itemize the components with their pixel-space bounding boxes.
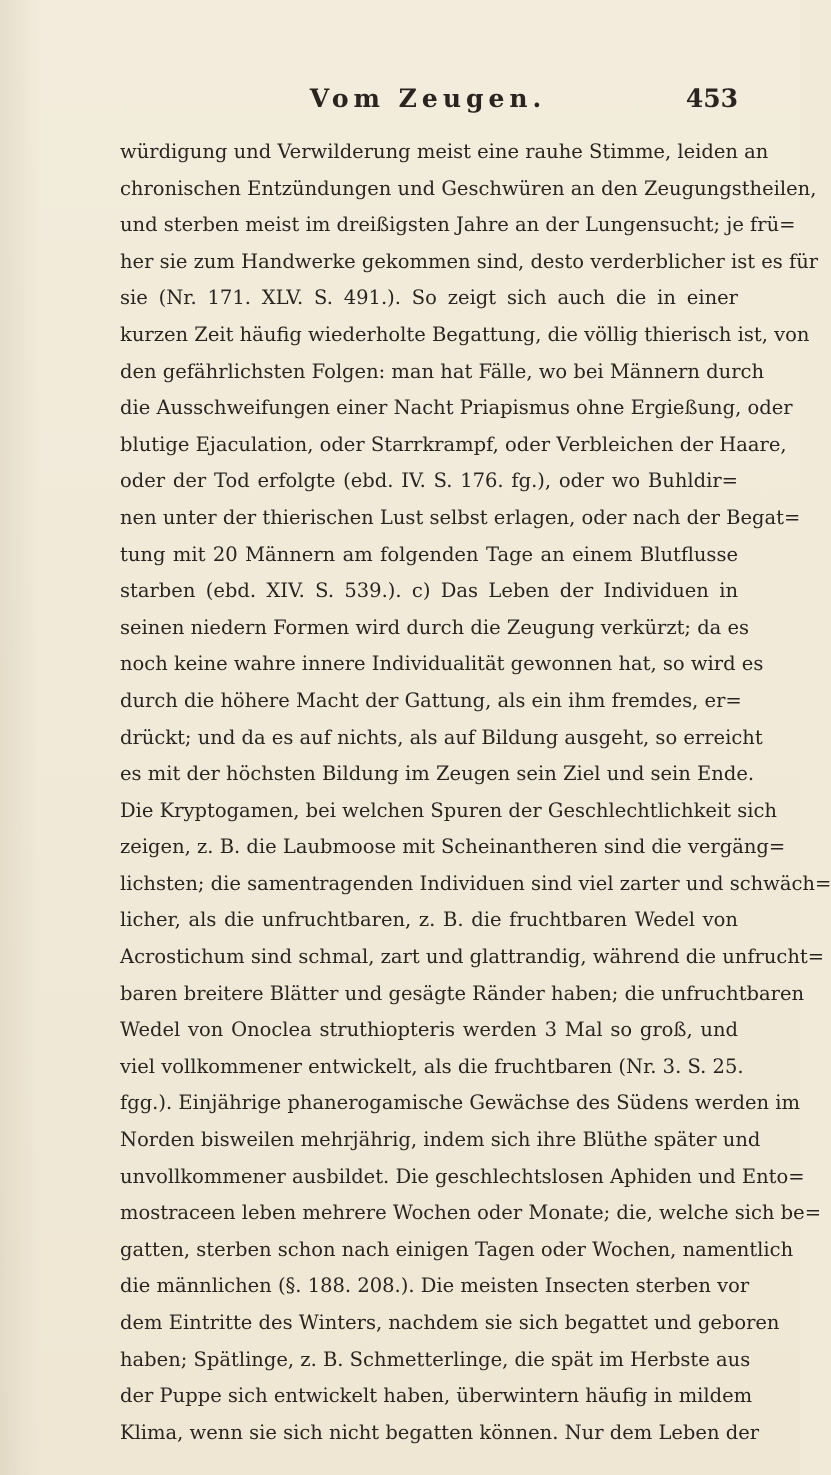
text-line: und sterben meist im dreißigsten Jahre an der Lungensucht; je frü= xyxy=(120,213,796,237)
text-line: her sie zum Handwerke gekommen sind, desto verderblicher ist es für xyxy=(120,249,819,273)
text-line: Die Kryptogamen, bei welchen Spuren der Geschlechtlichkeit sich xyxy=(120,798,777,822)
text-line: licher, als die unfruchtbaren, z. B. die fruchtbaren Wedel von xyxy=(120,908,738,932)
text-line: noch keine wahre innere Individualität gewonnen hat, so wird es xyxy=(120,652,764,676)
text-line: kurzen Zeit häufig wiederholte Begattung, die völlig thierisch ist, von xyxy=(120,322,810,346)
text-line: tung mit 20 Männern am folgenden Tage an einem Blutflusse xyxy=(120,542,738,566)
text-line: durch die höhere Macht der Gattung, als ein ihm fremdes, er= xyxy=(120,688,742,712)
text-line: Klima, wenn sie sich nicht begatten können. Nur dem Leben der xyxy=(120,1420,760,1444)
text-line: seinen niedern Formen wird durch die Zeugung verkürzt; da es xyxy=(120,615,750,639)
text-line: haben; Spätlinge, z. B. Schmetterlinge, die spät im Herbste aus xyxy=(120,1347,751,1371)
text-line: würdigung und Verwilderung meist eine rauhe Stimme, leiden an xyxy=(120,140,769,163)
text-line: mostraceen leben mehrere Wochen oder Monate; die, welche sich be= xyxy=(120,1201,822,1225)
text-line: dem Eintritte des Winters, nachdem sie sich begattet und geboren xyxy=(120,1311,780,1334)
text-line: der Puppe sich entwickelt haben, überwintern häufig in mildem xyxy=(120,1384,753,1408)
text-line: zeigen, z. B. die Laubmoose mit Scheinantheren sind die vergäng= xyxy=(120,835,786,859)
text-line: Norden bisweilen mehrjährig, indem sich ihre Blüthe später und xyxy=(120,1128,761,1152)
text-line: chronischen Entzündungen und Geschwüren an den Zeugungstheilen, xyxy=(120,176,817,200)
text-line: nen unter der thierischen Lust selbst erlagen, oder nach der Begat= xyxy=(120,505,801,529)
body-text xyxy=(120,134,831,1451)
text-line: es mit der höchsten Bildung im Zeugen sein Ziel und sein Ende. xyxy=(120,762,755,786)
text-line: oder der Tod erfolgte (ebd. IV. S. 176. fg.), oder wo Buhldir= xyxy=(120,469,738,493)
text-line: starben (ebd. XIV. S. 539.). c) Das Leben der Individuen in xyxy=(120,579,738,603)
text-line: Wedel von Onoclea struthiopteris werden 3 Mal so groß, und xyxy=(120,1018,738,1042)
text-line: blutige Ejaculation, oder Starrkrampf, oder Verbleichen der Haare, xyxy=(120,432,787,456)
page-number: 453 xyxy=(685,84,738,113)
text-line: unvollkommener ausbildet. Die geschlechtslosen Aphiden und Ento= xyxy=(120,1164,805,1188)
text-line: fgg.). Einjährige phanerogamische Gewächse des Südens werden im xyxy=(120,1091,800,1115)
running-head: Vom Zeugen. xyxy=(309,84,547,113)
text-line: den gefährlichsten Folgen: man hat Fälle, wo bei Männern durch xyxy=(120,359,765,383)
text-line: lichsten; die samentragenden Individuen sind viel zarter und schwäch= xyxy=(120,871,831,895)
text-line: drückt; und da es auf nichts, als auf Bildung ausgeht, so erreicht xyxy=(120,725,763,749)
text-line: gatten, sterben schon nach einigen Tagen oder Wochen, namentlich xyxy=(120,1237,794,1261)
text-line: die Ausschweifungen einer Nacht Priapismus ohne Ergießung, oder xyxy=(120,396,793,420)
text-line: baren breitere Blätter und gesägte Ränder haben; die unfruchtbaren xyxy=(120,981,805,1005)
text-line: sie (Nr. 171. XLV. S. 491.). So zeigt sich auch die in einer xyxy=(120,286,738,310)
text-line: Acrostichum sind schmal, zart und glattrandig, während die unfrucht= xyxy=(120,945,825,969)
page-header xyxy=(118,84,738,120)
text-line: viel vollkommener entwickelt, als die fruchtbaren (Nr. 3. S. 25. xyxy=(120,1054,744,1078)
text-line: die männlichen (§. 188. 208.). Die meisten Insecten sterben vor xyxy=(120,1274,750,1298)
